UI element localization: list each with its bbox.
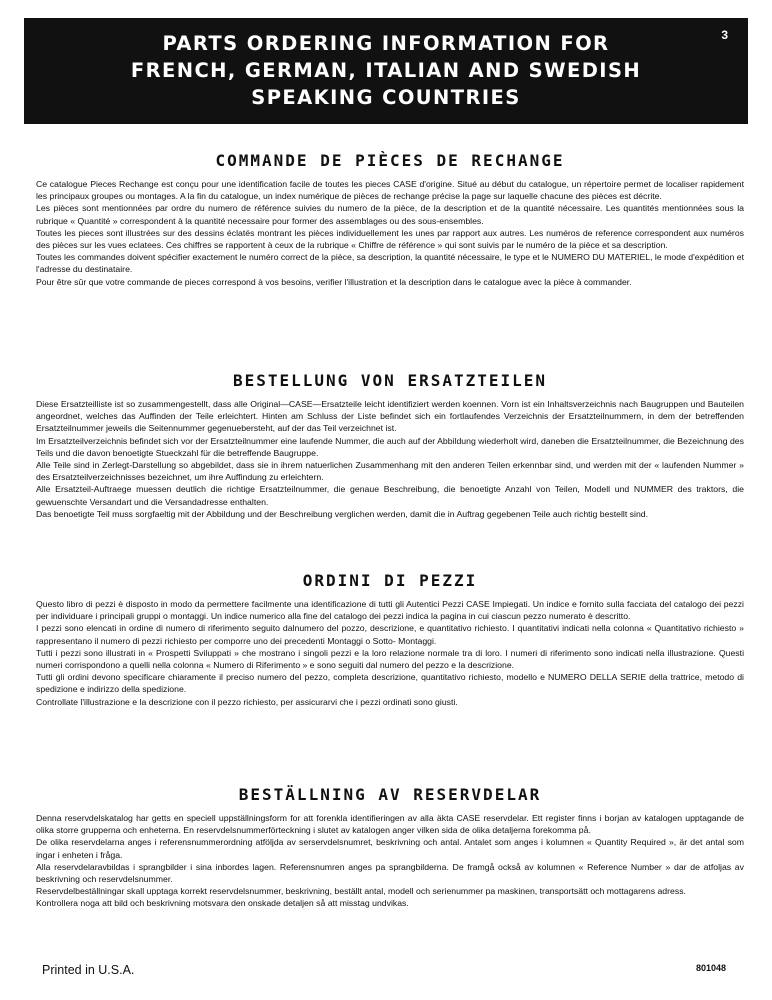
section-german	[36, 370, 744, 520]
paragraph: Les pièces sont mentionnées par ordre du numero de référence suivies du numero de la pièce, de la description et de la quantité nécessaire. Les quantités mentionnées sous la rubrique « Quantité » correspondent à la quantité necessaire pour former des assemblages ou des sous-ensembles.	[36, 203, 744, 226]
document-code: 801048	[695, 963, 726, 973]
paragraph: Tutti gli ordini devono specificare chiaramente il preciso numero del pezzo, completa descrizione, quantitativo richiesto, modello e NUMERO DELLA SERIE della trattrice, metodo di spedizione e indirizzo della spedizione.	[36, 672, 744, 695]
paragraph: Kontrollera noga att bild och beskrivning motsvara den onskade detaljen så att misstag undvikas.	[36, 898, 409, 909]
section-title: ORDINI DI PEZZI	[302, 571, 478, 590]
section-french	[36, 150, 744, 288]
header-banner	[24, 18, 748, 124]
paragraph: Questo libro di pezzi è disposto in modo da permettere facilmente una identificazione di tutti gli Autentici Pezzi CASE Impiegati. Un indice e fornito sulla facciata del catalogo dei pezzi per individuare i principali gruppi o montaggi. Un indice numerico alla fine del catalogo dei pezzi indica la pagina in cui ciascun pezzo numerato è descritto.	[36, 599, 744, 622]
header-line: SPEAKING COUNTRIES	[251, 86, 521, 109]
paragraph: Im Ersatzteilverzeichnis befindet sich vor der Ersatzteilnummer eine laufende Nummer, die auch auf der Abbildung wiederholt wird, daneben die Ersatzteilnummer, die Bezeichnung des Teils und die davon benoetigte Stueckzahl für die betreffende Baugruppe.	[36, 435, 744, 458]
section-title: BESTELLUNG VON ERSATZTEILEN	[232, 371, 548, 390]
printed-in-label: Printed in U.S.A.	[42, 963, 135, 977]
paragraph: Diese Ersatzteilliste ist so zusammengestellt, dass alle Original—CASE—Ersatzteile leicht identifiziert werden koennen. Vorn ist ein Inhaltsverzeichnis nach Baugruppen und Bauteilen angeordnet, welches das Auffinden der Teile erleichtert. Hinten am Schluss der Liste befindet sich ein fortlaufendes Verzeichnis der Ersatzteilnummern, in dem der betreffenden Ersatzteilnummer jeweils die Seitennummer gegenuebersteht, auf der das Teil verzeichnet ist.	[36, 399, 744, 434]
paragraph: Toutes les pieces sont illustrées sur des dessins éclatés montrant les pièces individuellement les unes par rapport aux autres. Les numéros de reference correspondent aux numéros des pièces sur les vues eclatees. Ces chiffres se rapportent à ceux de la rubrique « Chiffre de référence » qui sont suivis par le numéro de la pièce et sa description.	[36, 227, 744, 251]
paragraph: Alla reservdelaravbildas i sprangbilder i sina inbordes lagen. Referensnumren anges pa sprangbilderna. De framgå också av kolumnen « Reference Number » dar de atfoljas av beskrivning och reservdelsnummer.	[36, 861, 744, 885]
paragraph: Toutes les commandes doivent spécifier exactement le numéro correct de la pièce, sa description, la quantité nécessaire, le type et le NUMERO DU MATERIEL, le mode d'expédition et l'adresse du destinataire.	[36, 252, 744, 275]
paragraph: De olika reservdelarna anges i referensnummerordning atföljda av serservdelsnumret, beskrivning och antal. Antalet som anges i kolumnen « Quantity Required », är det antal som ingar i enheten i fråga.	[36, 837, 744, 860]
paragraph: I pezzi sono elencati in ordine di numero di riferimento seguito dalnumero del pozzo, descrizione, e quantitativo richiesto. I quantitativi indicati nella colonna « Quantitativo richiesto » rappresentano il numero di pezzi richiesto per comporre uno dei precedenti Montaggi o Sotto- Montaggi.	[36, 623, 744, 646]
paragraph: Pour être sûr que votre commande de pieces correspond à vos besoins, verifier l'illustration et la description dans le catalogue avec la pièce à commander.	[36, 276, 632, 287]
section-italian	[36, 570, 744, 708]
header-line: PARTS ORDERING INFORMATION FOR	[162, 32, 610, 55]
header-line: FRENCH, GERMAN, ITALIAN AND SWEDISH	[130, 59, 642, 82]
paragraph: Alle Ersatzteil-Auftraege muessen deutlich die richtige Ersatzteilnummer, die genaue Beschreibung, die benoetigte Anzahl von Teilen, Modell und NUMMER des traktors, die gewuenschte Versandart und die Versandadresse enthalten.	[36, 484, 744, 507]
page-number: 3	[721, 28, 728, 42]
paragraph: Das benoetigte Teil muss sorgfaeltig mit der Abbildung und der Beschreibung verglichen werden, damit die in Auftrag gegebenen Teile auch richtig bestellt sind.	[36, 508, 649, 519]
paragraph: Ce catalogue Pieces Rechange est conçu pour une identification facile de toutes les pieces CASE d'origine. Situé au début du catalogue, un répertoire permet de localiser rapidement les principaux groupes ou montages. A la fin du catalogue, un index numérique de pièces de rechange précise la page sur laquelle chacune des pièces est décrite.	[36, 179, 744, 202]
paragraph: Alle Teile sind in Zerlegt-Darstellung so abgebildet, dass sie in ihrem natuerlichen Zusammenhang mit den anderen Teilen erkennbar sind, und werden mit der « laufenden Nummer » des Ersatzteilverzeichnisses bezeichnet, um ihre Auffindung zu erleichtern.	[36, 460, 744, 483]
paragraph: Tutti i pezzi sono illustrati in « Prospetti Sviluppati » che mostrano i singoli pezzi e la loro relazione normale tra di loro. I numeri di riferimento sono indicati nella illustrazione. Questi numeri corrispondono a quelli nella colonna « Numero di Riferimento » e sono seguiti dal numero del pezzo e la descrizione.	[36, 647, 744, 671]
paragraph: Controllate l'illustrazione e la descrizione con il pezzo richiesto, per assicurarvi che i pezzi ordinati sono giusti.	[36, 696, 458, 707]
section-title: COMMANDE DE PIÈCES DE RECHANGE	[215, 151, 565, 170]
section-title: BESTÄLLNING AV RESERVDELAR	[238, 785, 542, 804]
section-swedish	[36, 784, 744, 910]
paragraph: Reservdelbeställningar skall upptaga korrekt reservdelsnummer, beskrivning, beställt antal, modell och serienummer pa maskinen, transportsätt och mottagarens adress.	[36, 886, 686, 897]
paragraph: Denna reservdelskatalog har getts en speciell uppställningsform for att forenkla identifieringen av alla äkta CASE reservdelar. Ett register finns i borjan av katalogen upptagande de olika storre grupperna och enheterna. En reservdelsnummerförteckning i slutet av katalogen anger vilken sida de olika detaljerna forekomma på.	[36, 813, 744, 836]
